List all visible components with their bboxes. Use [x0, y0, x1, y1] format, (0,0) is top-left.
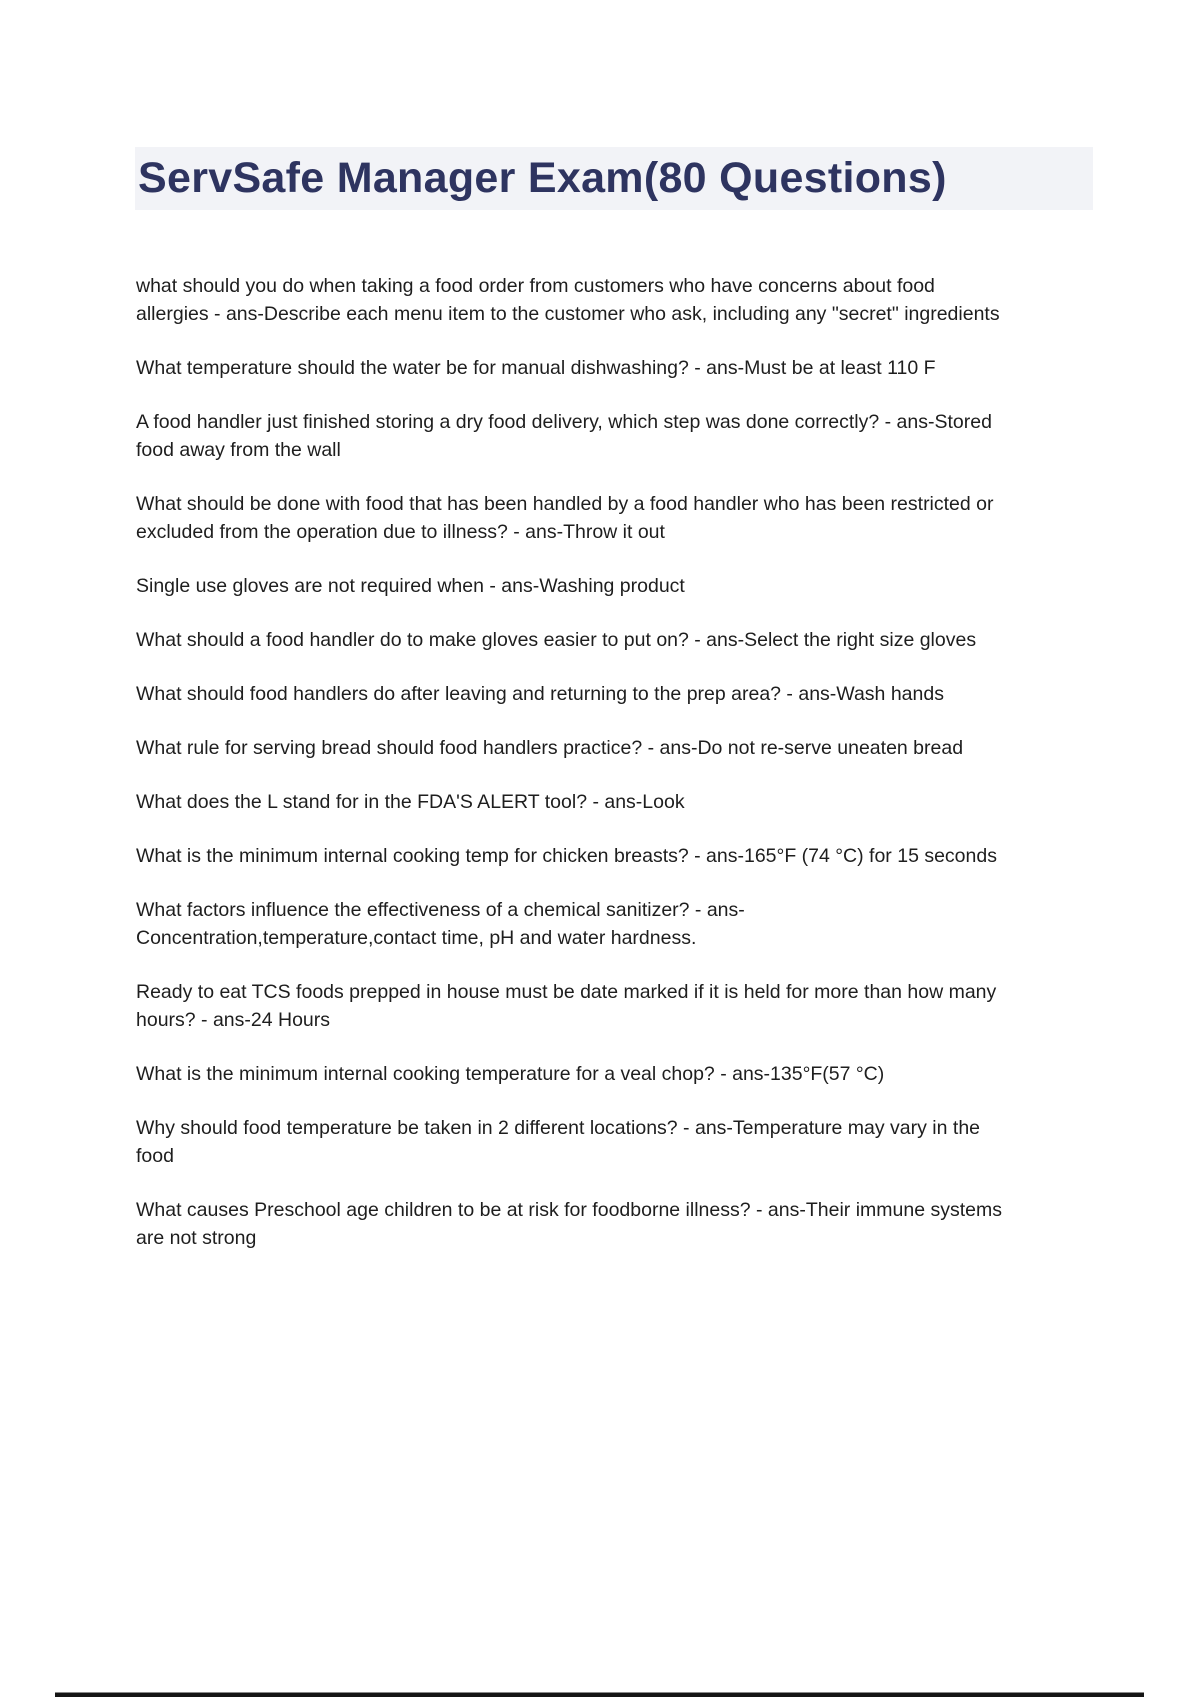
qa-paragraph: Why should food temperature be taken in 2 different locations? - ans-Temperature may vary in the food — [136, 1117, 981, 1167]
qa-paragraph: what should you do when taking a food order from customers who have concerns about food allergies - ans-Describe each menu item to the customer who ask, including any "secret" ingredients — [136, 275, 1000, 325]
qa-paragraph: What causes Preschool age children to be at risk for foodborne illness? - ans-Their immune systems are not strong — [136, 1199, 1002, 1249]
qa-paragraph: Single use gloves are not required when - ans-Washing product — [136, 575, 685, 597]
qa-paragraph: What does the L stand for in the FDA'S ALERT tool? - ans-Look — [136, 791, 685, 813]
qa-paragraph: What is the minimum internal cooking temperature for a veal chop? - ans-135°F(57 °C) — [136, 1063, 885, 1085]
qa-paragraph: Ready to eat TCS foods prepped in house must be date marked if it is held for more than how many hours? - ans-24 Hours — [136, 981, 997, 1031]
qa-paragraph: What should food handlers do after leaving and returning to the prep area? - ans-Wash hands — [136, 683, 944, 705]
qa-paragraph: What temperature should the water be for manual dishwashing? - ans-Must be at least 110 F — [136, 357, 936, 379]
qa-paragraph: What should be done with food that has been handled by a food handler who has been restricted or excluded from the operation due to illness? - ans-Throw it out — [136, 493, 994, 543]
qa-paragraph: What factors influence the effectiveness of a chemical sanitizer? - ans-Concentration,temperature,contact time, pH and water hardness. — [136, 899, 745, 949]
title-highlight — [135, 147, 1093, 210]
qa-paragraph: A food handler just finished storing a dry food delivery, which step was done correctly? - ans-Stored food away from the wall — [136, 411, 992, 461]
qa-paragraph: What is the minimum internal cooking temp for chicken breasts? - ans-165°F (74 °C) for 15 seconds — [136, 845, 997, 867]
page-title: ServSafe Manager Exam(80 Questions) — [138, 154, 947, 202]
qa-paragraph: What should a food handler do to make gloves easier to put on? - ans-Select the right size gloves — [136, 629, 977, 651]
qa-paragraph: What rule for serving bread should food handlers practice? - ans-Do not re-serve uneaten bread — [136, 737, 964, 759]
qa-list — [136, 272, 1004, 1278]
next-page-edge-divider — [55, 1692, 1144, 1697]
